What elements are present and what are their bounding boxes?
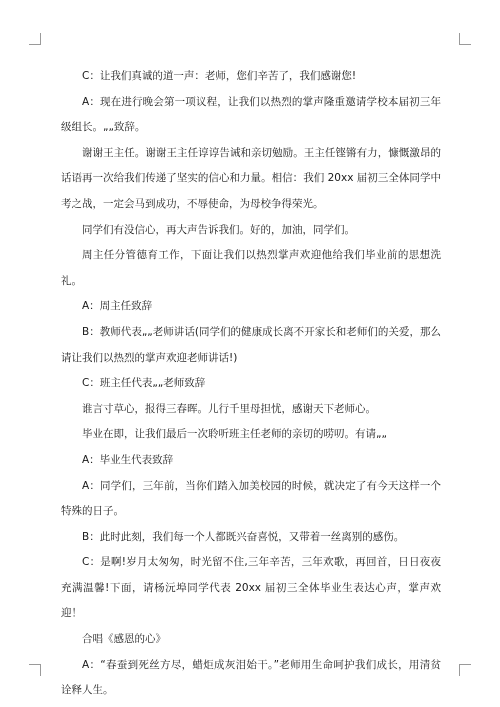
document-body [61, 64, 441, 704]
paragraph: 谢谢王主任。谢谢王主任谆谆告诫和亲切勉励。王主任铿锵有力，慷慨激昂的话语再一次给我们传递了坚实的信心和力量。相信：我们 20xx 届初三全体同学中考之战，一定会马到成功，不辱使命，为母校争得荣光。 [61, 146, 441, 210]
paragraph: A：毕业生代表致辞 [82, 453, 174, 466]
crop-mark-bottom-left [29, 664, 41, 676]
paragraph: B：此时此刻，我们每一个人都既兴奋喜悦，又带着一丝离别的感伤。 [82, 530, 405, 543]
crop-mark-bottom-right [459, 664, 471, 676]
paragraph: 周主任分管德育工作，下面让我们以热烈掌声欢迎他给我们毕业前的思想洗礼。 [61, 249, 441, 287]
paragraph: A：周主任致辞 [82, 300, 153, 313]
paragraph: 同学们有没信心，再大声告诉我们。好的，加油，同学们。 [82, 223, 355, 236]
paragraph: A：“春蚕到死丝方尽，蜡炬成灰泪始干。”老师用生命呵护我们成长，用清贫诠释人生。 [61, 658, 441, 697]
crop-mark-top-left [29, 33, 41, 45]
paragraph: C：是啊!岁月太匆匆，时光留不住,三年辛苦，三年欢歌，再回首，日日夜夜充满温馨!下面，请杨沅埠同学代表 20xx 届初三全体毕业生表达心声，掌声欢迎！ [61, 556, 441, 620]
crop-mark-top-right [459, 33, 471, 45]
paragraph: C：让我们真诚的道一声：老师，您们辛苦了，我们感谢您! [82, 70, 357, 82]
paragraph: C：班主任代表„„老师致辞 [82, 377, 206, 390]
paragraph: 谁言寸草心，报得三春晖。儿行千里母担忧，感谢天下老师心。 [82, 402, 376, 415]
paragraph: B：教师代表„„老师讲话(同学们的健康成长离不开家长和老师们的关爱，那么请让我们以热烈的掌声欢迎老师讲话!) [61, 325, 441, 364]
paragraph: A：现在进行晚会第一项议程，让我们以热烈的掌声隆重邀请学校本届初三年级组长。„„致辞。 [61, 95, 441, 134]
paragraph: A：同学们，三年前，当你们踏入加美校园的时候，就决定了有今天这样一个特殊的日子。 [61, 479, 441, 518]
paragraph: 毕业在即，让我们最后一次聆听班主任老师的亲切的唠叨。有请„„ [82, 428, 387, 441]
paragraph: 合唱《感恩的心》 [82, 633, 166, 646]
